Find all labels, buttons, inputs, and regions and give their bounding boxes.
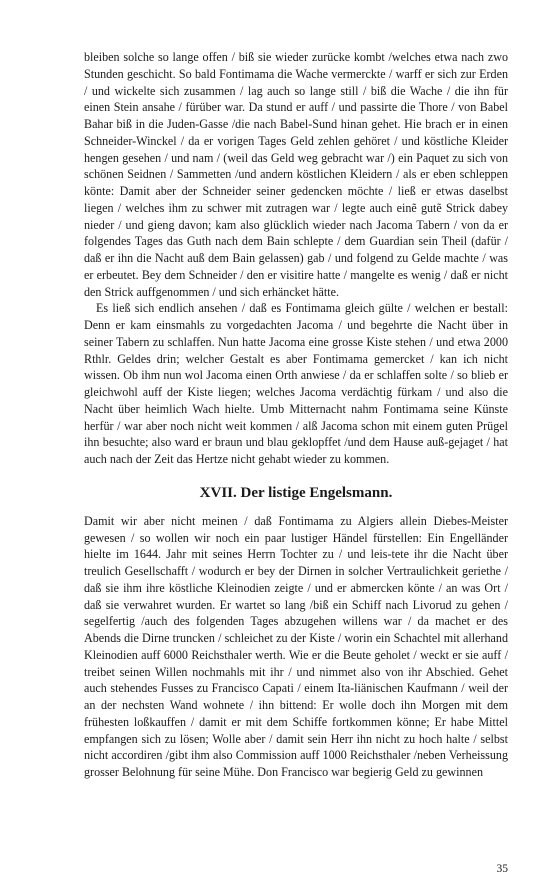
- body-paragraph: bleiben solche so lange offen / biß sie wieder zurücke kombt /welches etwa nach zwo Stunden geschicht. So bald Fontimama die Wache vermerckte / warff er sich zur Erden / und wickelte sich zusammen / lag auch so lange still / biß die Wache / die ihn für einen Stein ansahe / fürüber war. Da stund er auff / und passirte die Thore / von Babel Bahar biß in die Juden-Gasse /die nach Babel-Sund hinan gehet. Hie brach er in einen Schneider-Winckel / da er vorigen Tages Geld zehlen gehöret / und köstliche Kleider hengen gesehen / und nam / (weil das Geld weg gebracht war /) ein Paquet zu sich von schönen Seidnen / Sammetten /und andern köstlichen Kleidern / als er eben schleppen könte: Damit aber der Schneider seiner gedencken möchte / ließ er etwas daselbst liegen / welches ihm zu schwer mit zutragen war / legte auch einẽ gutẽ Strick dabey nieder / und gieng davon; kam also glücklich wieder nach Jacoma Tabern / von da er folgendes Tages das Guth nach dem Bain schlepte / dem Guardian sein Theil (dafür / daß er ihn die Nacht auß dem Bain gelassen) gab / und folgend zu Gelde machte / was er erbeutet. Bey dem Schneider / den er visitire hatte / mangelte es wenig / daß er nicht den Strick auffgenommen / und sich erhäncket hätte.: [84, 50, 508, 299]
- chapter-heading: XVII. Der listige Engelsmann.: [199, 484, 393, 501]
- page-number: 35: [496, 863, 508, 875]
- body-paragraph: Damit wir aber nicht meinen / daß Fontimama zu Algiers allein Diebes-Meister gewesen / so wollen wir noch ein paar lustiger Händel fürstellen: Ein Engelländer hielte im 1644. Jahr mit seines Herrn Tochter zu / und leis-tete ihr die Nacht über treulich Gesellschafft / wodurch er bey der Dirnen in solcher Vertraulichkeit geriethe / daß sie ihm ihre köstliche Kleinodien zeigte / und er abmercken könte / an was Ort / daß sie verwahret wurden. Er wartet so lang /biß ein Schiff nach Livorud zu gehen / segelfertig /auch des folgenden Tages abzugehen willens war / da machet er des Abends die Dirne truncken / schleichet zu der Kiste / worin ein Schachtel mit allerhand Kleinodien auff 6000 Reichsthaler werth. Wie er die Beute geholet / weckt er sie auff / treibet seinen Willen nochmahls mit ihr / und nimmet also von ihr Abschied. Gehet auch stehendes Fusses zu Francisco Capati / einem Ita-liänischen Kaufmann / weil der an der nechsten Wand wohnete / ihn bittend: Er wolle doch ihn Morgen mit dem frühesten loßkauffen / damit er mit dem Schiffe fortkommen könne; Er habe Mittel empfangen sich zu lösen; Wolle aber / damit sein Herr ihn nicht zu hoch halte / selbst nicht accordiren /gibt ihm also Commission auff 1000 Reichsthaler /neben Verheissung grosser Belohnung für seine Mühe. Don Francisco war begierig Geld zu gewinnen: [84, 513, 508, 779]
- book-page: [84, 49, 508, 875]
- body-paragraph: Es ließ sich endlich ansehen / daß es Fontimama gleich gülte / welchen er bestall: Denn er kam einsmahls zu vorgedachten Jacoma / und begehrte die Nacht über in seiner Tabern zu schlaffen. Nun hatte Jacoma eine grosse Kiste stehen / und etwa 2000 Rthlr. Geldes drin; welcher Gestalt es aber Fontimama gemercket / kan ich nicht wissen. Ob ihm nun wol Jacoma einen Orth anwiese / da er schlaffen solte / so blieb er gleichwohl auff der Kiste liegen; welches Jacoma verdächtig fürkam / und also die Nacht über heimlich Wach hielte. Umb Mitternacht nahm Fontimama seine Künste herfür / war aber noch nicht weit kommen / alß Jacoma schon mit einem guten Prügel ihn besuchte; also ward er braun und blau geklopffet /und dem Hause auß-gejaget / hat auch nach der Zeit das Hertze nicht gehabt wieder zu kommen.: [84, 301, 508, 466]
